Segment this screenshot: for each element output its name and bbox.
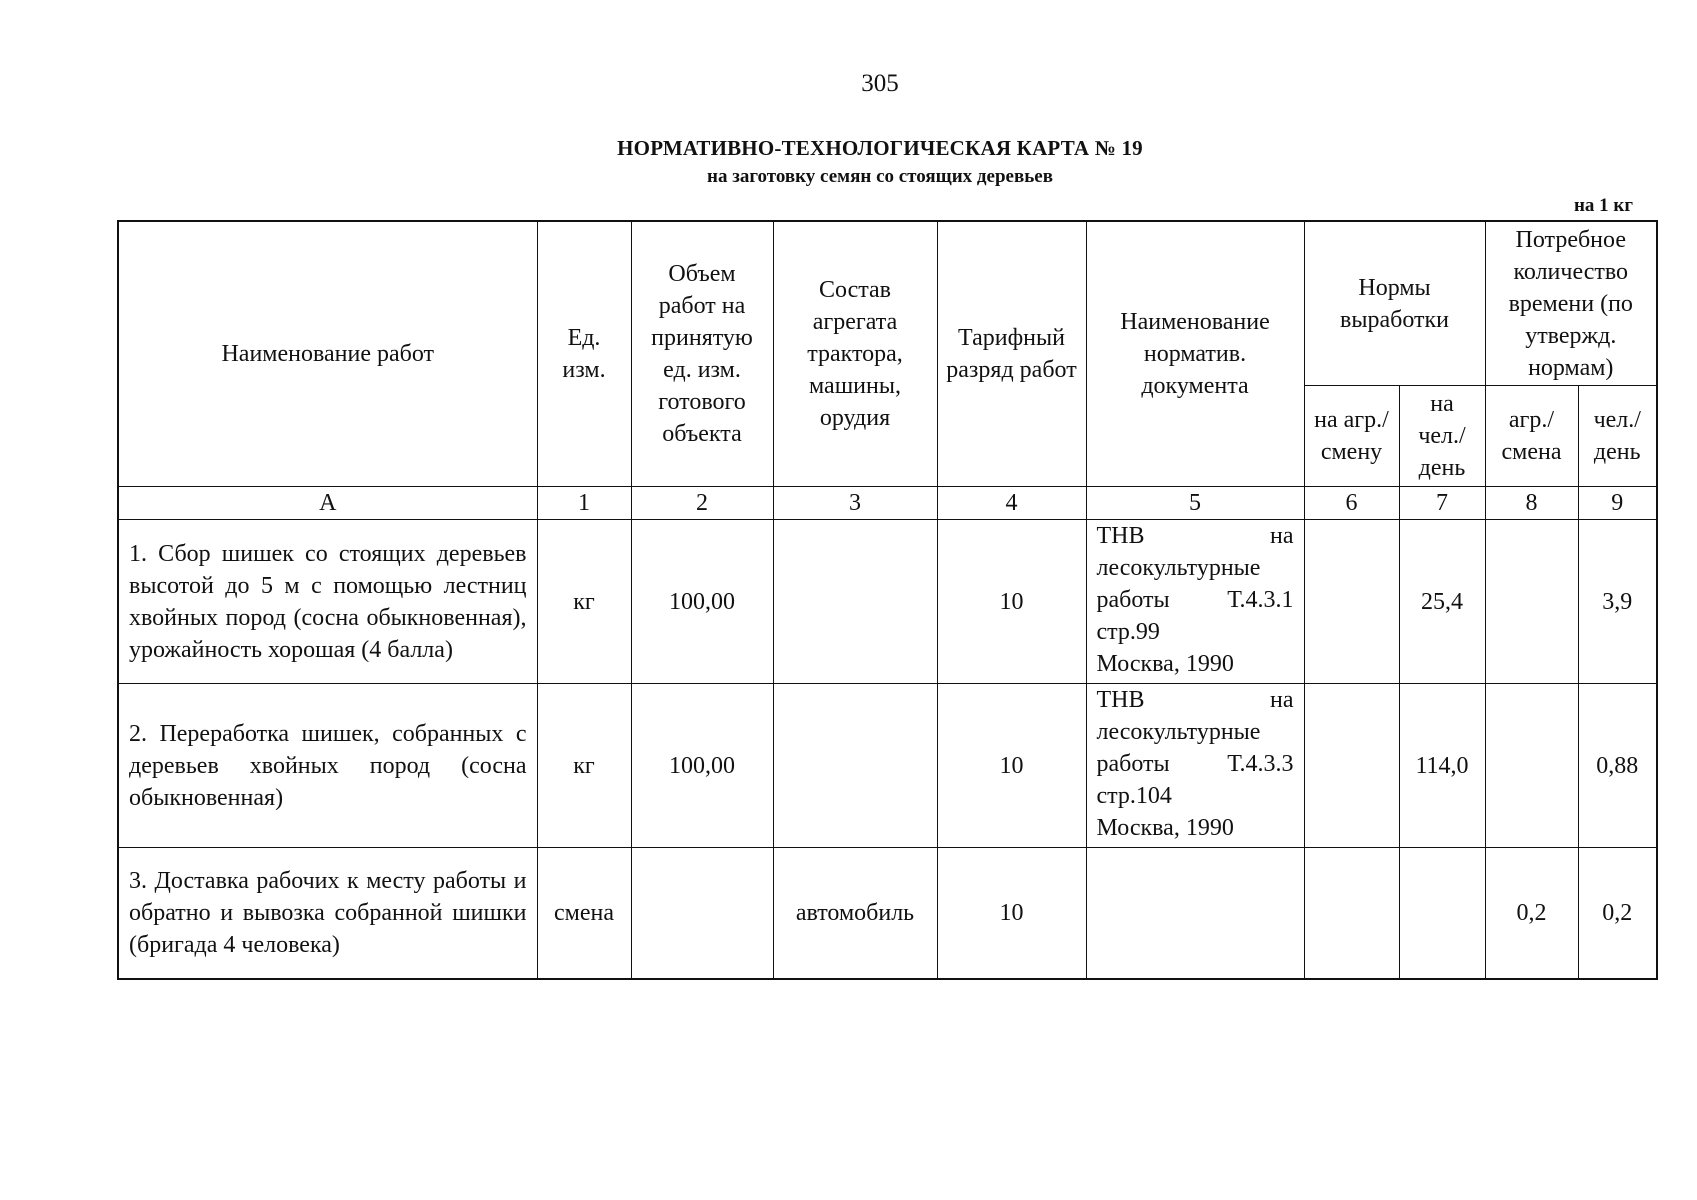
column-index: 6 [1304,487,1399,520]
column-index: 7 [1399,487,1485,520]
norms-table [117,220,1658,980]
cell-work-name: 2. Переработка шишек, собранных с деревьев хвойных пород (сосна обыкновенная) [118,684,537,848]
header-norms-person: на чел./ день [1399,386,1485,487]
header-grade: Тарифный разряд работ [937,221,1086,487]
cell-time-person: 0,2 [1578,848,1657,980]
doc-reference: лесокультурные работы Т.4.3.3 стр.104 [1096,719,1294,809]
cell-composition [773,684,937,848]
header-time: Потребное количество времени (по утвержд. нормам) [1485,221,1657,386]
cell-volume: 100,00 [631,684,773,848]
header-volume: Объем работ на принятую ед. изм. готового объекта [631,221,773,487]
header-norms-agr: на агр./ смену [1304,386,1399,487]
cell-document [1086,684,1304,848]
column-index: 5 [1086,487,1304,520]
table-row [118,848,1657,980]
header-row [118,221,1657,386]
header-norms: Нормы выработки [1304,221,1485,386]
cell-unit: кг [537,520,631,684]
cell-grade: 10 [937,684,1086,848]
header-unit: Ед. изм. [537,221,631,487]
cell-grade: 10 [937,520,1086,684]
doc-reference: лесокультурные работы Т.4.3.1 стр.99 [1096,555,1294,645]
header-work-name: Наименование работ [118,221,537,487]
column-index: 9 [1578,487,1657,520]
doc-city: Москва, 1990 [1096,651,1234,677]
document-title: НОРМАТИВНО-ТЕХНОЛОГИЧЕСКАЯ КАРТА № 19 [617,136,1143,160]
cell-composition: автомобиль [773,848,937,980]
cell-norm-person: 25,4 [1399,520,1485,684]
column-index: 1 [537,487,631,520]
column-index: 4 [937,487,1086,520]
cell-norm-person: 114,0 [1399,684,1485,848]
cell-volume: 100,00 [631,520,773,684]
doc-prep: на [1270,687,1294,713]
cell-work-name: 1. Сбор шишек со стоящих деревьев высотой до 5 м с помощью лестниц хвойных пород (сосна обыкновенная), урожайность хорошая (4 балла) [118,520,537,684]
header-composition: Состав агрегата трактора, машины, орудия [773,221,937,487]
doc-city: Москва, 1990 [1096,815,1234,841]
header-document: Наименование норматив. документа [1086,221,1304,487]
column-index: А [118,487,537,520]
header-time-agr: агр./ смена [1485,386,1578,487]
cell-document [1086,520,1304,684]
column-index-row [118,487,1657,520]
cell-volume [631,848,773,980]
cell-composition [773,520,937,684]
cell-time-person: 0,88 [1578,684,1657,848]
cell-time-agr [1485,684,1578,848]
cell-time-agr [1485,520,1578,684]
cell-document [1086,848,1304,980]
cell-unit: смена [537,848,631,980]
cell-time-person: 3,9 [1578,520,1657,684]
doc-code: ТНВ [1096,523,1145,549]
table-row [118,520,1657,684]
cell-norm-agr [1304,684,1399,848]
column-index: 3 [773,487,937,520]
document-subtitle: на заготовку семян со стоящих деревьев [707,166,1053,187]
cell-time-agr: 0,2 [1485,848,1578,980]
doc-code: ТНВ [1096,687,1145,713]
cell-grade: 10 [937,848,1086,980]
column-index: 2 [631,487,773,520]
column-index: 8 [1485,487,1578,520]
header-time-person: чел./ день [1578,386,1657,487]
unit-note: на 1 кг [1573,195,1633,216]
table-row [118,684,1657,848]
cell-unit: кг [537,684,631,848]
cell-norm-person [1399,848,1485,980]
cell-norm-agr [1304,848,1399,980]
doc-prep: на [1270,523,1294,549]
page-number: 305 [861,70,899,97]
cell-work-name: 3. Доставка рабочих к месту работы и обратно и вывозка собранной шишки (бригада 4 человека) [118,848,537,980]
cell-norm-agr [1304,520,1399,684]
